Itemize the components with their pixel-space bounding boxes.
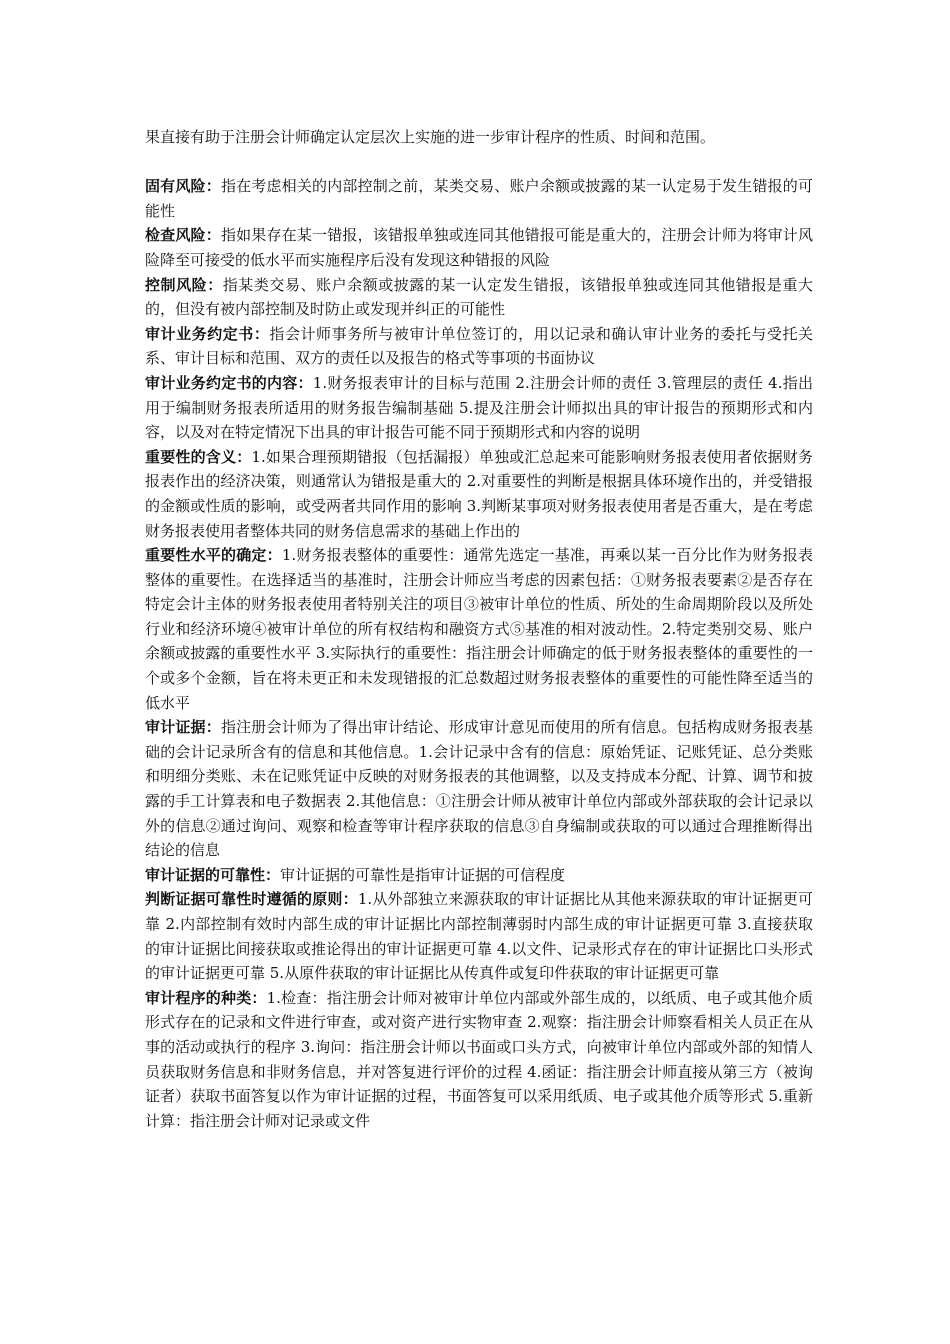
entry-inherent-risk [145, 174, 813, 223]
entry-engagement-letter [145, 322, 813, 371]
entry-term: 控制风险： [145, 275, 223, 294]
document-body [145, 125, 813, 1133]
entry-text: 指如果存在某一错报，该错报单独或连同其他错报可能是重大的，注册会计师为将审计风险降至可接受的低水平而实施程序后没有发现这种错报的风险 [145, 226, 813, 269]
entry-term: 重要性的含义： [145, 447, 252, 466]
entry-term: 审计证据的可靠性： [145, 865, 281, 884]
entry-text: 指会计师事务所与被审计单位签订的，用以记录和确认审计业务的委托与受托关系、审计目标和范围、双方的责任以及报告的格式等事项的书面协议 [145, 324, 813, 368]
entry-control-risk [145, 273, 813, 322]
entry-reliability-principles [145, 887, 813, 985]
entry-text: 1.从外部独立来源获取的审计证据比从其他来源获取的审计证据更可靠 2.内部控制有效时内部生成的审计证据比内部控制薄弱时内部生成的审计证据更可靠 3.直接获取的审计证据比间接获取或推论得出的审计证据更可靠 4.以文件、记录形式存在的审计证据比口头形式的审计证据更可靠 5.从原件获取的审计证据比从传真件或复印件获取的审计证据更可靠 [145, 890, 813, 983]
entry-materiality-level [145, 543, 813, 715]
entry-text: 1.财务报表整体的重要性：通常先选定一基准，再乘以某一百分比作为财务报表整体的重要性。在选择适当的基准时，注册会计师应当考虑的因素包括：①财务报表要素②是否存在特定会计主体的财务报表使用者特别关注的项目③被审计单位的性质、所处的生命周期阶段以及所处行业和经济环境④被审计单位的所有权结构和融资方式⑤基准的相对波动性。2.特定类别交易、账户余额或披露的重要性水平 3.实际执行的重要性：指注册会计师确定的低于财务报表整体的重要性的一个或多个金额，旨在将未更正和未发现错报的汇总数超过财务报表整体的重要性的可能性降至适当的低水平 [145, 546, 813, 712]
lead-paragraph: 果直接有助于注册会计师确定认定层次上实施的进一步审计程序的性质、时间和范围。 [145, 128, 716, 146]
entry-audit-procedure-types [145, 986, 813, 1134]
entry-term: 判断证据可靠性时遵循的原则： [145, 890, 358, 909]
entry-text: 指某类交易、账户余额或披露的某一认定发生错报，该错报单独或连同其他错报是重大的，但没有被内部控制及时防止或发现并纠正的可能性 [145, 275, 813, 319]
entry-term: 审计业务约定书： [145, 324, 270, 343]
entry-term: 检查风险： [145, 226, 221, 245]
entry-text: 1.检查：指注册会计师对被审计单位内部或外部生成的，以纸质、电子或其他介质形式存在的记录和文件进行审查，或对资产进行实物审查 2.观察：指注册会计师察看相关人员正在从事的活动或执行的程序 3.询问：指注册会计师以书面或口头方式，向被审计单位内部或外部的知情人员获取财务信息和非财务信息，并对答复进行评价的过程 4.函证：指注册会计师直接从第三方（被询证者）获取书面答复以作为审计证据的过程，书面答复可以采用纸质、电子或其他介质等形式 5.重新计算：指注册会计师对记录或文件 [145, 988, 813, 1130]
entry-text: 指注册会计师为了得出审计结论、形成审计意见而使用的所有信息。包括构成财务报表基础的会计记录所含有的信息和其他信息。1.会计记录中含有的信息：原始凭证、记账凭证、总分类账和明细分类账、未在记账凭证中反映的对财务报表的其他调整，以及支持成本分配、计算、调节和披露的手工计算表和电子数据表 2.其他信息：①注册会计师从被审计单位内部或外部获取的会计记录以外的信息②通过询问、观察和检查等审计程序获取的信息③自身编制或获取的可以通过合理推断得出结论的信息 [145, 718, 813, 860]
entry-detection-risk [145, 223, 813, 272]
entry-text: 审计证据的可靠性是指审计证据的可信程度 [280, 865, 566, 884]
entry-materiality-meaning [145, 445, 813, 543]
entry-term: 审计业务约定书的内容： [145, 373, 313, 392]
entry-text: 1.如果合理预期错报（包括漏报）单独或汇总起来可能影响财务报表使用者依据财务报表作出的经济决策，则通常认为错报是重大的 2.对重要性的判断是根据具体环境作出的，并受错报的金额或性质的影响，或受两者共同作用的影响 3.判断某事项对财务报表使用者是否重大，是在考虑财务报表使用者整体共同的财务信息需求的基础上作出的 [145, 447, 813, 540]
entry-engagement-letter-content [145, 371, 813, 445]
entry-audit-evidence [145, 715, 813, 863]
entry-term: 审计证据： [145, 718, 221, 737]
entry-text: 指在考虑相关的内部控制之前，某类交易、账户余额或披露的某一认定易于发生错报的可能性 [145, 177, 813, 220]
entry-evidence-reliability [145, 863, 813, 888]
entry-term: 重要性水平的确定： [145, 546, 282, 565]
entry-text: 1.财务报表审计的目标与范围 2.注册会计师的责任 3.管理层的责任 4.指出用于编制财务报表所适用的财务报告编制基础 5.提及注册会计师拟出具的审计报告的预期形式和内容，以及对在特定情况下出具的审计报告可能不同于预期形式和内容的说明 [145, 373, 813, 442]
entry-term: 审计程序的种类： [145, 988, 267, 1007]
entry-term: 固有风险： [145, 177, 221, 196]
